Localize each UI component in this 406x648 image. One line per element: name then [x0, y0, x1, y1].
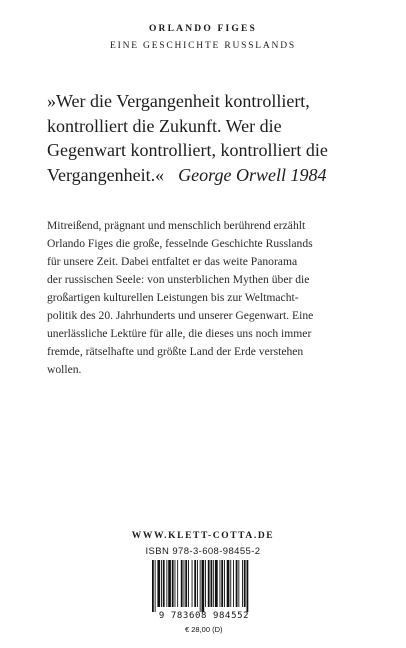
barcode-bar [221, 560, 223, 607]
quote-line: kontrolliert die Zukunft. Wer die [47, 115, 282, 136]
barcode-bar [157, 560, 160, 607]
barcode-bars [146, 560, 262, 612]
blurb-line: wollen. [47, 363, 82, 376]
quote-line: »Wer die Vergangenheit kontrolliert, [47, 91, 310, 111]
publisher-url: WWW.KLETT-COTTA.DE [131, 531, 275, 541]
barcode-bar [168, 560, 171, 607]
barcode-bar [200, 560, 201, 612]
barcode-bar [220, 560, 221, 607]
quote-line-last [47, 163, 377, 188]
barcode-bar [242, 560, 243, 607]
barcode-bar [197, 560, 198, 607]
barcode-bar [233, 560, 234, 607]
quote-line: Vergangenheit.« [47, 164, 165, 185]
barcode-bar [244, 560, 246, 607]
barcode-bar [215, 560, 218, 607]
barcode-digits: 9 783608 984552 [158, 611, 250, 621]
barcode-bar [177, 560, 178, 607]
quote-attribution: George Orwell 1984 [178, 164, 327, 185]
barcode-bar [224, 560, 225, 607]
barcode-bar [208, 560, 210, 607]
blurb-line: unerlässliche Lektüre für alle, die dieses uns noch immer [47, 327, 312, 340]
barcode-bar [227, 560, 230, 607]
price-label: € 28,00 (D) [185, 625, 223, 634]
blurb-paragraph [47, 217, 377, 379]
barcode-bar [236, 560, 238, 607]
quote-line: Gegenwart kontrolliert, kontrolliert die [47, 140, 328, 160]
barcode-bar [161, 560, 162, 607]
barcode-bar [205, 560, 206, 607]
barcode-bar [155, 560, 156, 612]
barcode-bar [192, 560, 193, 607]
blurb-line: der russischen Seele: von unsterblichen Mythen über die [47, 273, 310, 286]
epigraph-quote [47, 89, 377, 187]
isbn-number: ISBN 978-3-608-98455-2 [145, 546, 261, 557]
barcode [146, 560, 262, 620]
blurb-line: großartigen kulturellen Leistungen bis zur Weltmacht- [47, 291, 299, 304]
author-name: ORLANDO FIGES [148, 24, 258, 34]
barcode-bar [247, 560, 249, 612]
barcode-bar [184, 560, 185, 607]
barcode-bar [172, 560, 174, 607]
barcode-bar [230, 560, 231, 607]
blurb-line: fremde, rätselhafte und größte Land der Erde verstehen [47, 345, 304, 358]
blurb-line: für unsere Zeit. Dabei entfaltet er das weite Panorama [47, 255, 298, 268]
book-subtitle: EINE GESCHICHTE RUSSLANDS [110, 41, 296, 51]
blurb-line: politik des 20. Jahrhunderts und unserer Gegenwart. Eine [47, 309, 314, 322]
barcode-bar [175, 560, 176, 607]
barcode-bar [166, 560, 167, 607]
barcode-bar [188, 560, 189, 607]
barcode-bar [194, 560, 196, 607]
barcode-bar [202, 560, 205, 612]
barcode-bar [181, 560, 183, 607]
barcode-bar [152, 560, 154, 612]
barcode-bar [163, 560, 165, 607]
blurb-line: Orlando Figes die große, fesselnde Geschichte Russlands [47, 237, 313, 250]
barcode-bar [185, 560, 187, 607]
barcode-bar [211, 560, 213, 607]
barcode-bar [213, 560, 214, 607]
blurb-line: Mitreißend, prägnant und menschlich berührend erzählt [47, 219, 306, 232]
barcode-bar [238, 560, 239, 607]
